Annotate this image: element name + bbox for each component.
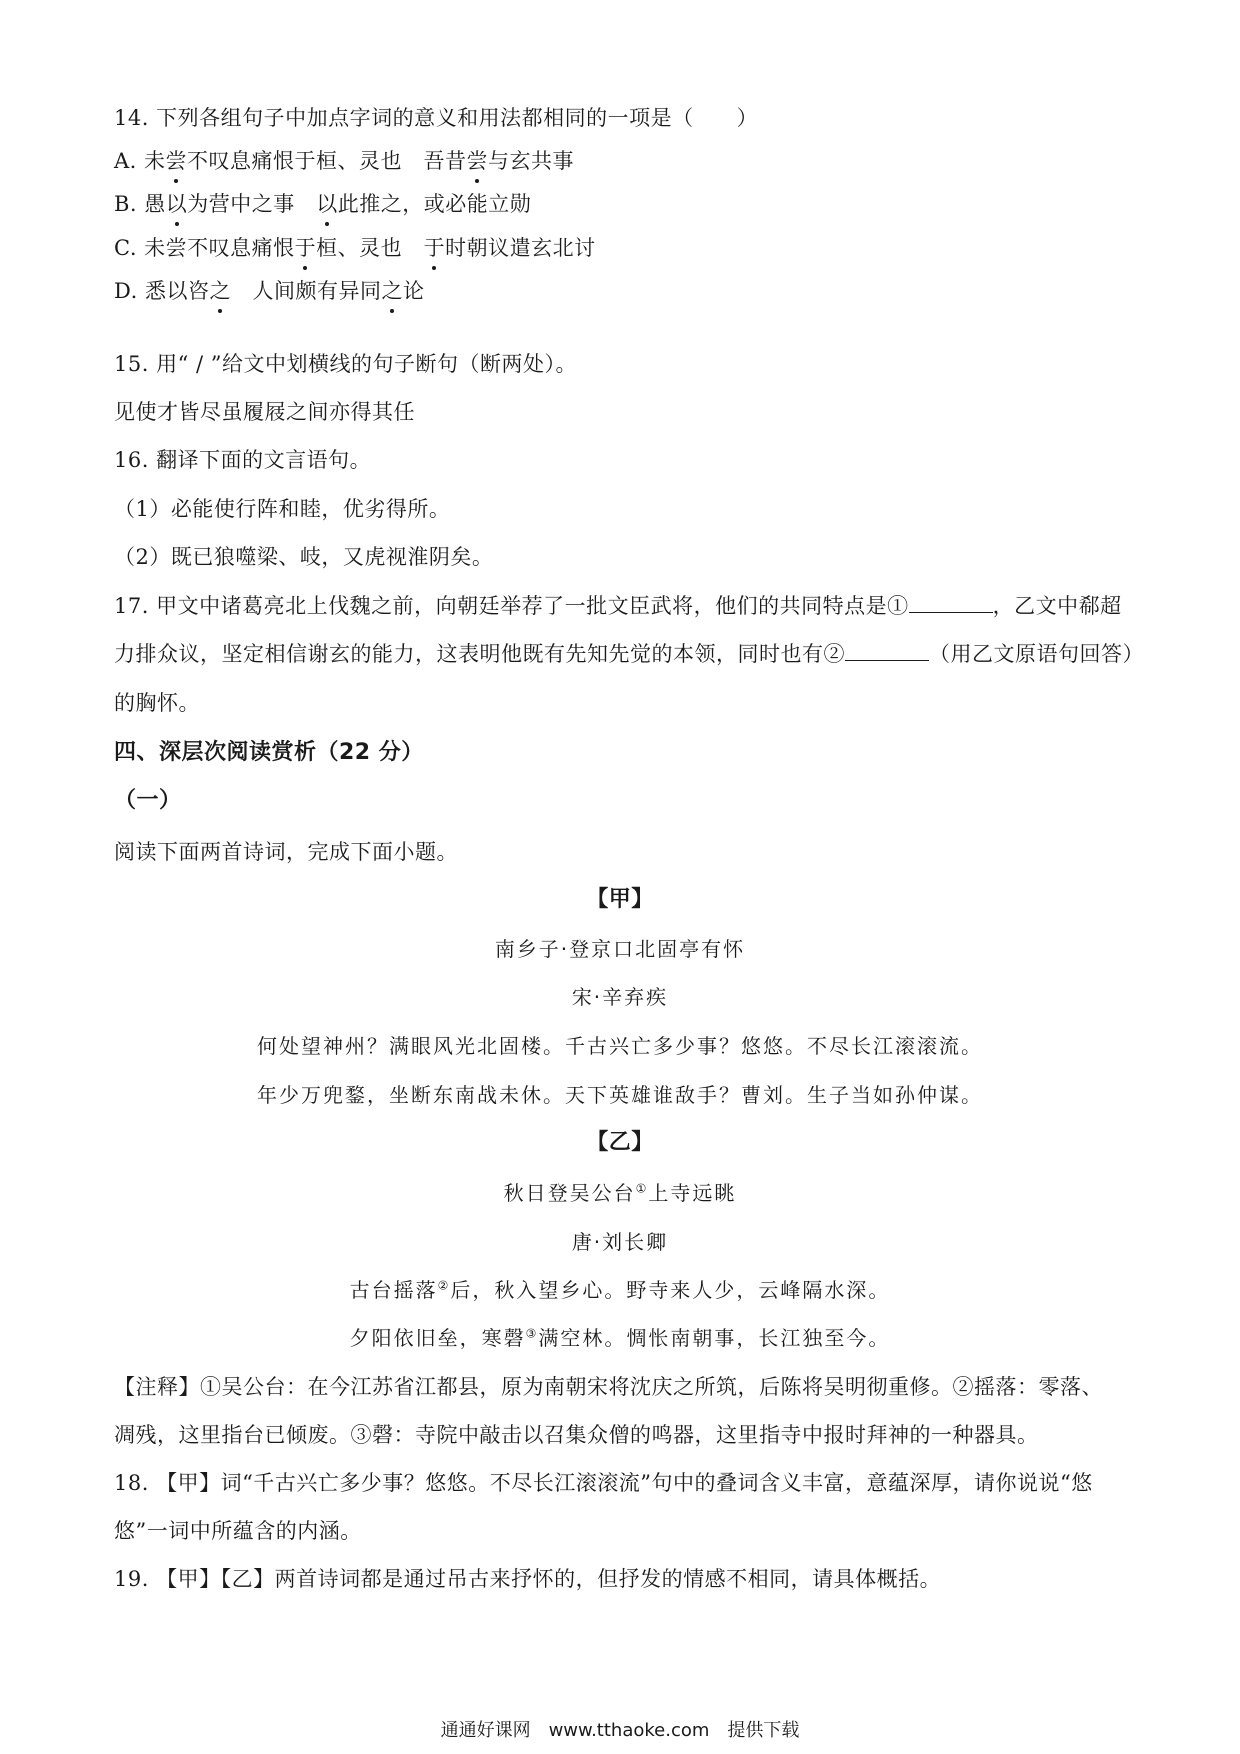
poem-jia-line-2: 年少万兜鍪，坐断东南战未休。天下英雄谁敌手？曹刘。生子当如孙仲谋。 [257,1083,983,1107]
q17-line-1 [114,591,1122,621]
q14-option-b [114,189,531,219]
dotted-char: 尝 [166,146,188,176]
q14-option-c [114,233,596,263]
poem-jia-author: 宋·辛弃疾 [571,985,669,1009]
poem-yi-line-2 [0,1323,1240,1353]
poem-line-part: 满空林。惆怅南朝事，长江独至今。 [538,1326,891,1350]
option-text: 此推之，或必能立勋 [337,192,532,216]
poem-yi-title [0,1178,1240,1208]
section-subtitle: （一） [114,788,182,813]
q18-line-2: 悠”一词中所蕴含的内涵。 [114,1519,362,1543]
answer-blank-1[interactable] [909,592,993,613]
dotted-char: 之 [209,276,231,306]
q17-text: （用乙文原语句回答） [929,642,1144,666]
poem-yi-title-part: 上寺远眺 [648,1181,737,1205]
poem-line-part: 夕阳依旧垒，寒磬 [349,1326,526,1350]
poem-yi-line-1 [0,1275,1240,1305]
q17-text: 力排众议，坚定相信谢玄的能力，这表明他既有先知先觉的本领，同时也有② [114,642,845,666]
dotted-char: 以 [166,189,188,219]
notes-line-1: 【注释】①吴公台：在今江苏省江都县，原为南朝宋将沈庆之所筑，后陈将吴明彻重修。②摇落：零落、 [114,1375,1103,1399]
q19-line-1: 19. 【甲】【乙】两首诗词都是通过吊古来抒怀的，但抒发的情感不相同，请具体概括。 [114,1567,942,1591]
footnote-marker: ① [635,1181,649,1196]
dotted-char: 于 [295,233,317,263]
section-title: 四、深层次阅读赏析（22 分） [114,740,424,765]
option-text: D. 悉以咨 [114,279,210,303]
notes-line-2: 凋残，这里指台已倾废。③磬：寺院中敲击以召集众僧的鸣器，这里指寺中报时拜神的一种器具。 [114,1423,1039,1447]
poem-yi-title-part: 秋日登吴公台 [503,1181,636,1205]
q16-item-1: （1）必能使行阵和睦，优劣得所。 [114,497,451,521]
dotted-char: 以 [316,189,338,219]
option-text: 桓、灵也 [316,236,424,260]
option-text: C. 未尝不叹息痛恨 [114,236,295,260]
answer-blank-2[interactable] [845,640,929,661]
q17-line-3: 的胸怀。 [114,691,200,715]
poem-yi-label: 【乙】 [586,1130,654,1155]
q15-stem: 15. 用“ / ”给文中划横线的句子断句（断两处）。 [114,352,577,376]
footnote-marker: ② [437,1278,451,1293]
dotted-char: 尝 [467,146,489,176]
option-text: A. 未 [114,149,166,173]
q17-text: ，乙文中郗超 [992,594,1122,618]
q14-option-d [114,276,424,306]
q16-item-2: （2）既已狼噬梁、岐，又虎视淮阴矣。 [114,545,494,569]
option-text: 时朝议遣玄北讨 [445,236,596,260]
option-text: 为营中之事 [187,192,317,216]
q17-line-2 [114,639,1144,669]
poem-jia-line-1: 何处望神州？满眼风光北固楼。千古兴亡多少事？悠悠。不尽长江滚滚流。 [257,1034,983,1058]
q16-stem: 16. 翻译下面的文言语句。 [114,448,372,472]
poem-line-part: 古台摇落 [349,1278,438,1302]
footnote-marker: ③ [525,1326,539,1341]
poem-jia-label: 【甲】 [586,887,654,912]
option-text: 论 [402,279,425,303]
q15-text: 见使才皆尽虽履屐之间亦得其任 [114,400,415,424]
option-text: 人间颇有异同 [230,279,382,303]
poem-line-part: 后，秋入望乡心。野寺来人少，云峰隔水深。 [450,1278,891,1302]
dotted-char: 于 [424,233,446,263]
q18-line-1: 18. 【甲】词“千古兴亡多少事？悠悠。不尽长江滚滚流”句中的叠词含义丰富，意蕴深厚，请你说说“悠 [114,1471,1093,1495]
poem-yi-author: 唐·刘长卿 [571,1230,669,1254]
dotted-char: 之 [381,276,403,306]
q14-option-a [114,146,574,176]
section-intro: 阅读下面两首诗词，完成下面小题。 [114,840,458,864]
option-text: B. 愚 [114,192,166,216]
option-text: 与玄共事 [488,149,575,173]
page-footer: 通通好课网 www.tthaoke.com 提供下载 [440,1720,800,1741]
q17-text: 17. 甲文中诸葛亮北上伐魏之前，向朝廷举荐了一批文臣武将，他们的共同特点是① [114,594,909,618]
option-text: 不叹息痛恨于桓、灵也 吾昔 [187,149,467,173]
q14-stem: 14. 下列各组句子中加点字词的意义和用法都相同的一项是（ ） [114,106,759,130]
poem-jia-title: 南乡子·登京口北固亭有怀 [494,937,746,961]
